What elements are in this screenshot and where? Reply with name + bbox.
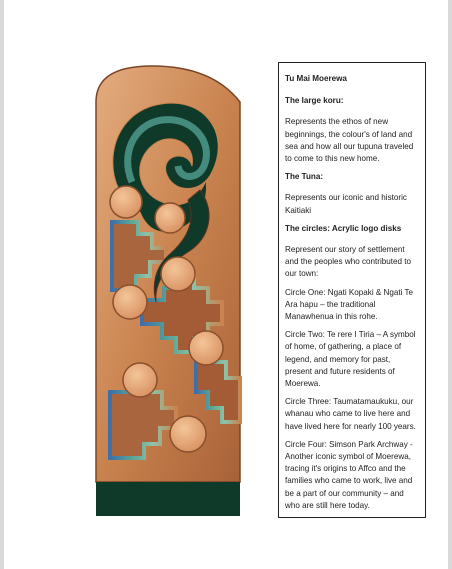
circle-disk <box>113 285 147 319</box>
description-textbox <box>278 62 426 518</box>
circle-disk <box>170 416 206 452</box>
section-heading: The Tuna: <box>285 172 324 182</box>
section-heading: The circles: Acrylic logo disks <box>285 223 402 233</box>
circle-description: Circle Two: Te rere I Tiria – A symbol of home, of gathering, a place of legend, and memory for past, present and future residents of Moerewa. <box>285 330 416 389</box>
koru-tuna-artwork <box>92 62 244 518</box>
circle-disk <box>155 203 185 233</box>
panel-base <box>96 482 240 516</box>
circle-description: Circle Four: Simson Park Archway - Another iconic symbol of Moerewa, tracing it's origins to Affco and the families who came to work, live and be a part of our community – and who are still here today. <box>285 439 413 510</box>
artwork-panel <box>92 62 244 518</box>
circle-description: Circle Three: Taumatamaukuku, our whanau who came to live here and have lived here for nearly 100 years. <box>285 397 416 431</box>
document-page <box>4 0 448 569</box>
circle-disk <box>161 257 195 291</box>
section-text: Represent our story of settlement and the peoples who contributed to our town: <box>285 245 411 279</box>
circle-disk <box>189 331 223 365</box>
section-text: Represents our iconic and historic Kaitiaki <box>285 193 407 215</box>
section-heading: The large koru: <box>285 96 344 106</box>
circle-disk <box>123 363 157 397</box>
section-text: Represents the ethos of new beginnings, the colour's of land and sea and how all our tupuna traveled to come to this new home. <box>285 117 414 164</box>
circle-disk <box>110 186 142 218</box>
document-title: Tu Mai Moerewa <box>285 74 347 83</box>
circle-description: Circle One: Ngati Kopaki & Ngati Te Ara hapu – the traditional Manawhenua in this rohe. <box>285 287 414 322</box>
